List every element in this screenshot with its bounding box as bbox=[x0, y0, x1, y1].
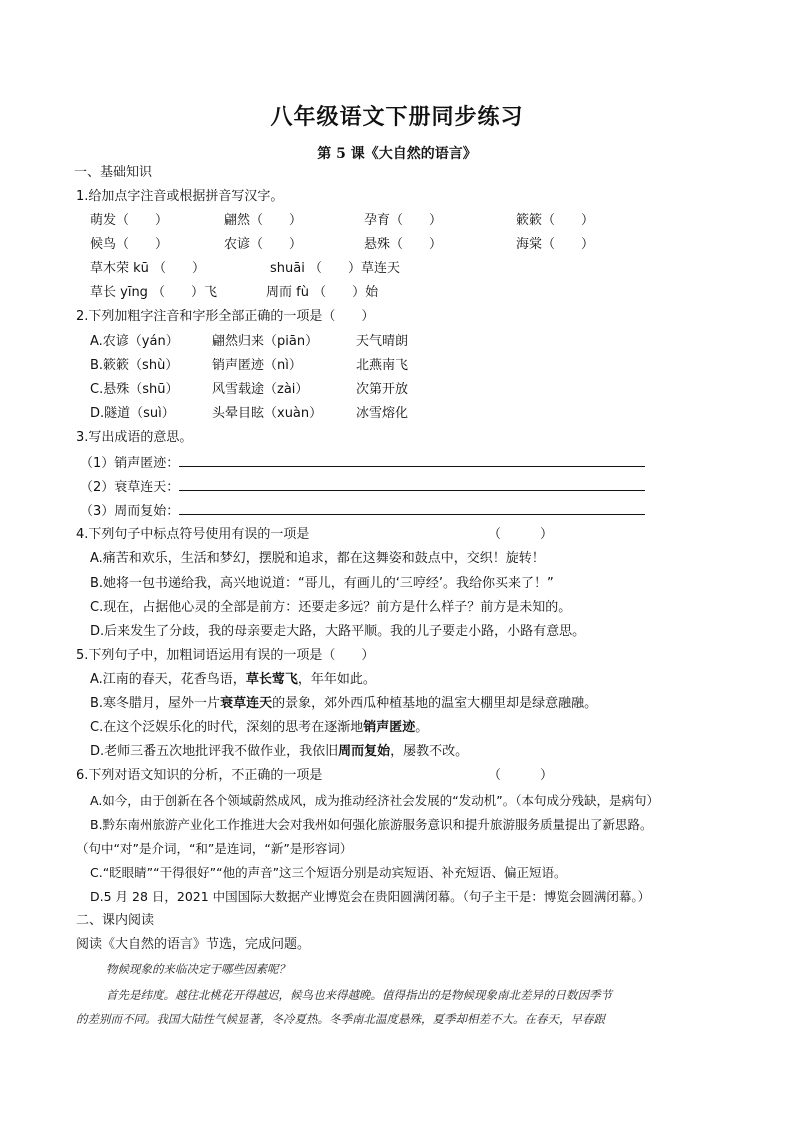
question-1-stem: 1.给加点字注音或根据拼音写汉字。 bbox=[76, 189, 284, 204]
q1-item: 簌簌（ ） bbox=[516, 213, 595, 228]
q2-option-b-word3: 北燕南飞 bbox=[356, 358, 409, 373]
q3-item-2 bbox=[80, 478, 645, 497]
answer-line[interactable] bbox=[179, 502, 645, 515]
q1-item: 农谚（ ） bbox=[224, 237, 303, 252]
q4-option-d: D.后来发生了分歧，我的母亲要走大路，大路平顺。我的儿子要走小路，小路有意思。 bbox=[90, 624, 586, 639]
q6-option-c: C.“眨眼睛”“干得很好”“他的声音”这三个短语分别是动宾短语、补充短语、偏正短语。 bbox=[90, 865, 567, 880]
q5-option-text: ，屡教不改。 bbox=[390, 744, 469, 759]
q2-option-a: A.农谚（yán） bbox=[90, 334, 179, 349]
q5-option-c bbox=[90, 719, 428, 737]
q4-option-a: A.痛苦和欢乐，生活和梦幻，摆脱和追求，都在这舞姿和鼓点中，交织！旋转！ bbox=[90, 551, 545, 566]
q2-option-c: C.悬殊（shū） bbox=[90, 382, 179, 397]
q5-option-text: ，年年如此。 bbox=[297, 672, 376, 687]
q6-option-d: D.5 月 28 日，2021 中国国际大数据产业博览会在贵阳圆满闭幕。（句子主干是：博览会圆满闭幕。） bbox=[90, 889, 651, 904]
q5-option-text: 。 bbox=[415, 720, 429, 735]
q2-option-b: B.簌簌（shù） bbox=[90, 358, 179, 373]
q2-option-c-word3: 次第开放 bbox=[356, 382, 409, 397]
q2-option-d-word3: 冰雪熔化 bbox=[356, 406, 409, 421]
section-heading-reading: 二、课内阅读 bbox=[76, 913, 155, 928]
q5-option-a bbox=[90, 671, 376, 689]
answer-line[interactable] bbox=[179, 478, 645, 491]
question-4-stem: 4.下列句子中标点符号使用有误的一项是 bbox=[76, 527, 310, 542]
q3-item-label: （2）衰草连天： bbox=[80, 480, 180, 495]
answer-line[interactable] bbox=[179, 454, 645, 467]
q4-option-b: B.她将一包书递给我，高兴地说道：“哥儿，有画儿的‘三哼经’。我给你买来了！” bbox=[90, 576, 554, 591]
q1-item: 悬殊（ ） bbox=[364, 237, 443, 252]
q3-item-3 bbox=[80, 502, 645, 521]
q5-option-text: C.在这个泛娱乐化的时代，深刻的思考在逐渐地 bbox=[90, 720, 364, 735]
question-6-stem: 6.下列对语文知识的分析，不正确的一项是 bbox=[76, 768, 323, 783]
question-3-stem: 3.写出成语的意思。 bbox=[76, 430, 193, 445]
q5-option-text: B.寒冬腊月，屋外一片 bbox=[90, 696, 221, 711]
passage-line: 首先是纬度。越往北桃花开得越迟，候鸟也来得越晚。值得指出的是物候现象南北差异的日数因季节 bbox=[106, 988, 612, 1002]
q5-bold-word: 衰草连天 bbox=[220, 696, 273, 711]
q2-option-a-word3: 天气晴朗 bbox=[356, 334, 409, 349]
q1-item: 周而 fù （ ）始 bbox=[266, 285, 379, 300]
q4-option-c: C.现在，占据他心灵的全部是前方：还要走多远？前方是什么样子？前方是未知的。 bbox=[90, 600, 572, 615]
q1-item: 海棠（ ） bbox=[516, 237, 595, 252]
q5-option-text: A.江南的春天，花香鸟语， bbox=[90, 672, 246, 687]
q3-item-label: （3）周而复始： bbox=[80, 504, 180, 519]
q5-bold-word: 周而复始 bbox=[338, 744, 391, 759]
q1-item: 草木荣 kū （ ） bbox=[90, 261, 206, 276]
q3-item-1 bbox=[80, 454, 645, 473]
q2-option-d-word2: 头晕目眩（xuàn） bbox=[212, 406, 323, 421]
question-5-stem: 5.下列句子中，加粗词语运用有误的一项是（ ） bbox=[76, 648, 375, 663]
question-4-answer-paren: （ ） bbox=[488, 527, 554, 542]
q2-option-a-word2: 翩然归来（piān） bbox=[212, 334, 319, 349]
q6-option-a: A.如今，由于创新在各个领域蔚然成风，成为推动经济社会发展的“发动机”。（本句成分残缺，是病句） bbox=[90, 793, 660, 808]
q5-option-text: 的景象，郊外西瓜种植基地的温室大棚里却是绿意融融。 bbox=[272, 696, 598, 711]
q5-option-d bbox=[90, 743, 468, 761]
q2-option-d: D.隧道（suì） bbox=[90, 406, 175, 421]
q6-option-b-note: （句中“对”是介词，“和”是连词，“新”是形容词） bbox=[76, 841, 353, 856]
q6-option-b: B.黔东南州旅游产业化工作推进大会对我州如何强化旅游服务意识和提升旅游服务质量提出了新思路。 bbox=[90, 817, 653, 832]
q3-item-label: （1）销声匿迹： bbox=[80, 456, 180, 471]
lesson-subtitle: 第 5 课《大自然的语言》 bbox=[317, 146, 477, 162]
q2-option-b-word2: 销声匿迹（nì） bbox=[212, 358, 302, 373]
q1-item: 翩然（ ） bbox=[224, 213, 303, 228]
page-title: 八年级语文下册同步练习 bbox=[270, 104, 524, 130]
section-heading-basics: 一、基础知识 bbox=[74, 165, 153, 180]
question-2-stem: 2.下列加粗字注音和字形全部正确的一项是（ ） bbox=[76, 309, 375, 324]
q5-option-text: D.老师三番五次地批评我不做作业，我依旧 bbox=[90, 744, 339, 759]
q5-option-b bbox=[90, 695, 597, 713]
question-6-answer-paren: （ ） bbox=[488, 768, 554, 783]
q1-item: 萌发（ ） bbox=[90, 213, 169, 228]
passage-line: 的差别而不同。我国大陆性气候显著，冬冷夏热。冬季南北温度悬殊，夏季却相差不大。在春天，早春跟 bbox=[76, 1012, 605, 1026]
q5-bold-word: 草长莺飞 bbox=[245, 672, 298, 687]
q1-item: 草长 yīng （ ）飞 bbox=[90, 285, 218, 300]
q1-item: 候鸟（ ） bbox=[90, 237, 169, 252]
q2-option-c-word2: 风雪载途（zài） bbox=[212, 382, 309, 397]
q5-bold-word: 销声匿迹 bbox=[363, 720, 416, 735]
q1-item: 孕育（ ） bbox=[364, 213, 443, 228]
passage-line: 物候现象的来临决定于哪些因素呢？ bbox=[106, 962, 290, 976]
q1-item: shuāi （ ）草连天 bbox=[270, 261, 400, 276]
reading-instructions: 阅读《大自然的语言》节选，完成问题。 bbox=[76, 937, 311, 952]
